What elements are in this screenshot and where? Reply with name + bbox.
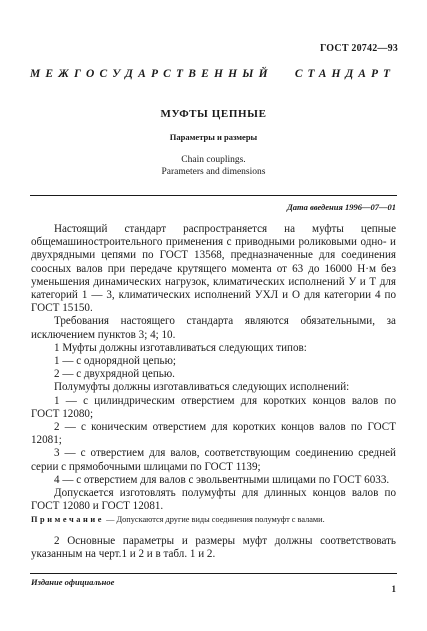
paragraph-2-block [31, 535, 396, 561]
document-subtitle: Параметры и размеры [169, 132, 258, 142]
english-title-line-2: Parameters and dimensions [161, 167, 266, 177]
paragraph-versions-heading: Полумуфты должны изготавливаться следующих исполнений: [54, 381, 350, 394]
list-item-version-4: 4 — с отверстием для валов с эвольвентными шлицами по ГОСТ 6033. [54, 473, 390, 486]
official-edition-label: Издание официальное [31, 577, 115, 587]
standard-type-word-2: СТАНДАРТ [294, 68, 395, 80]
page-number: 1 [391, 584, 396, 594]
list-item-version-2: 2 — с коническим отверстием для коротких концов валов по ГОСТ 12081; [31, 421, 396, 447]
english-title-line-1: Chain couplings. [181, 155, 246, 165]
note-text: — Допускаются другие виды соединения полумуфт с валами. [104, 515, 325, 524]
introduction-date: Дата введения 1996—07—01 [286, 202, 396, 212]
list-item-version-3: 3 — с отверстием для валов, соответствующим соединению средней серии с прямобочными шлицами по ГОСТ 1139; [31, 447, 396, 473]
paragraph-2: 2 Основные параметры и размеры муфт должны соответствовать указанным на черт.1 и 2 и в табл. 1 и 2. [31, 535, 396, 561]
title-block [0, 108, 427, 178]
list-item-type-2: 2 — с двухрядной цепью. [54, 368, 175, 381]
separator-rule-bottom [30, 573, 397, 574]
standard-type-word-1: МЕЖГОСУДАРСТВЕННЫЙ [30, 68, 273, 80]
note [31, 514, 396, 525]
english-title [0, 154, 427, 178]
list-item-version-1: 1 — с цилиндрическим отверстием для коротких концов валов по ГОСТ 12080; [31, 394, 396, 420]
paragraph-requirements: Требования настоящего стандарта являются обязательными, за исключением пунктов 3; 4; 10. [31, 315, 396, 341]
separator-rule-top [30, 195, 397, 196]
note-label: Примечание [31, 515, 105, 524]
standard-type-header [30, 68, 395, 80]
list-item-type-1: 1 — с однорядной цепью; [54, 355, 176, 368]
main-body [31, 223, 396, 513]
paragraph-scope: Настоящий стандарт распространяется на муфты цепные общемашиностроительного применения с приводными роликовыми одно- и двухрядными цепями по ГОСТ 13568, предназначенные для соединения соосных валов при передаче крутящего момента от 63 до 16000 Н·м без уменьшения динамических нагрузок, климатических исполнений У и Т для категорий 1 — 3, климатических исполнений УХЛ и О для категории 4 по ГОСТ 15150. [31, 223, 396, 315]
paragraph-long-shafts: Допускается изготовлять полумуфты для длинных концов валов по ГОСТ 12080 и ГОСТ 12081. [31, 487, 396, 513]
document-title: МУФТЫ ЦЕПНЫЕ [160, 108, 267, 120]
paragraph-types-heading: 1 Муфты должны изготавливаться следующих типов: [54, 341, 307, 354]
document-code: ГОСТ 20742—93 [319, 43, 398, 54]
